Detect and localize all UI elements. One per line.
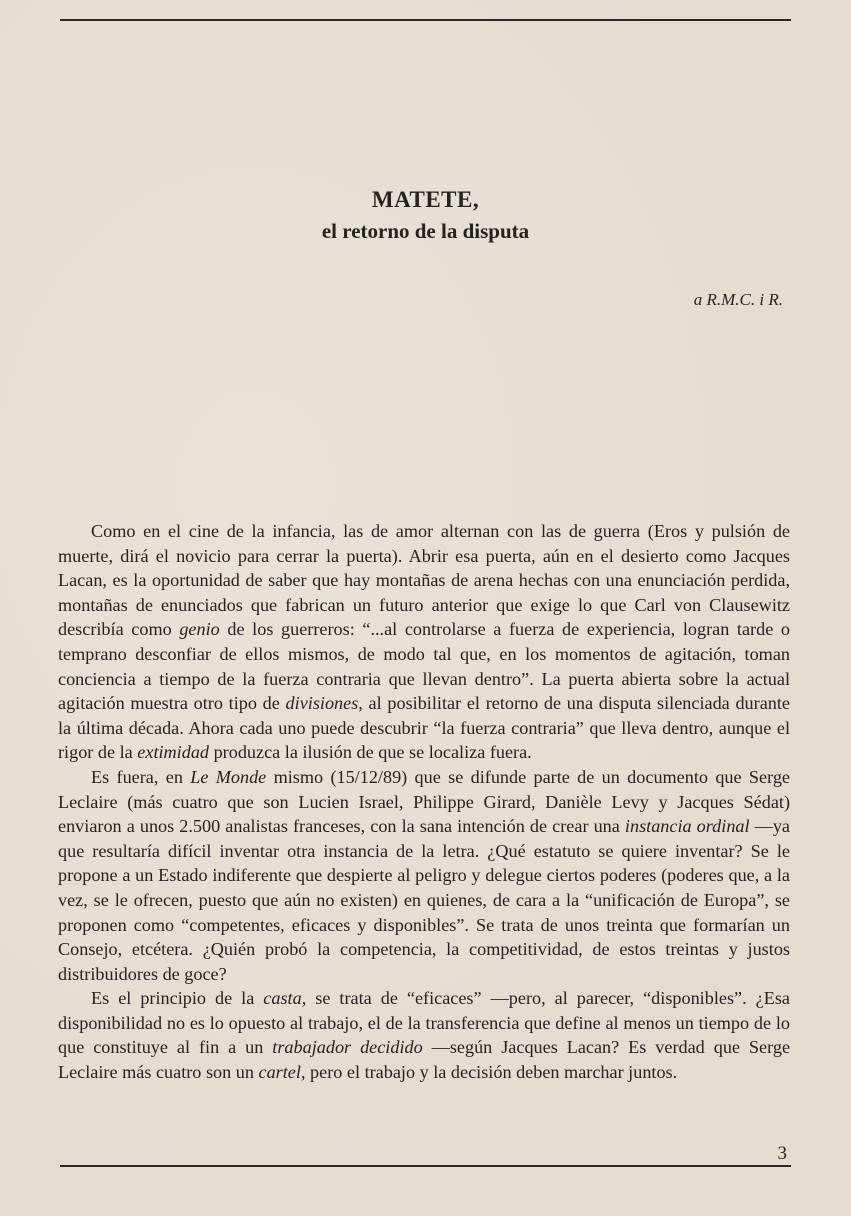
text-run: , pero el trabajo y la decisión deben marchar juntos. [300, 1062, 678, 1083]
text-run: Como en el cine de la infancia, las de amor alternan con las de guerra (Eros y pulsión de muerte, dirá el novicio para cerrar la puerta). Abrir esa puerta, aún en el desierto como Jacques Lacan, es la oportunidad de saber que hay montañas de arena hechas con una enunciación perdida, montañas de enunciados que fabrican un futuro anterior que exige lo que Carl von Clausewitz describía como [58, 521, 790, 640]
article-title: MATETE, [371, 187, 480, 212]
italic-phrase: trabajador decidido [272, 1037, 423, 1058]
italic-phrase: casta [263, 988, 302, 1009]
dedication: a R.M.C. i R. [693, 290, 783, 309]
paragraph-3 [58, 986, 790, 1084]
italic-phrase: extimidad [137, 742, 210, 763]
page-number: 3 [777, 1143, 787, 1164]
text-run: de los guerreros: “...al controlarse a fuerza de experiencia, logran tarde o temprano desconfiar de ellos mismos, de modo tal que, en los momentos de agitación, toman conciencia a tiempo de la fuerza contraria que llevan dentro”. La puerta abierta sobre la actual agitación muestra otro tipo de [58, 619, 790, 714]
text-run: , al posibilitar el retorno de una disputa silenciada durante la última década. Ahora cada uno puede descubrir “la fuerza contraria” que lleva dentro, aunque el rigor de la [58, 693, 790, 763]
italic-phrase: instancia ordinal [624, 816, 750, 837]
text-run: mismo (15/12/89) que se difunde parte de un documento que Serge Leclaire (más cuatro que son Lucien Israel, Philippe Girard, Danièle Levy y Jacques Sédat) enviaron a unos 2.500 analistas franceses, con la sana intención de crear una [58, 766, 790, 837]
paragraph-2 [58, 765, 790, 986]
text-run: —ya que resultaría difícil inventar otra instancia de la letra. ¿Qué estatuto se quiere inventar? Se le propone a un Estado indiferente que despierte al peligro y delegue ciertos poderes (poderes que, a la vez, se le ofrecen, puesto que aún no existen) en quienes, de cara a la “unificación de Europa”, se proponen como “competentes, eficaces y disponibles”. Se trata de unos treinta que formarían un Consejo, etcétera. ¿Quién probó la competencia, la competitividad, de estos treintas y justos distribuidores de goce? [58, 816, 791, 984]
italic-phrase: genio [179, 619, 220, 640]
text-run: —según Jacques Lacan? Es verdad que Serge Leclaire más cuatro son un [58, 1037, 791, 1083]
article-subtitle: el retorno de la disputa [321, 219, 530, 243]
title-block [0, 184, 851, 246]
text-run: Es fuera, en [91, 766, 191, 787]
italic-phrase: Le Monde [190, 766, 267, 787]
top-rule [60, 19, 791, 21]
italic-phrase: cartel [258, 1062, 301, 1083]
paragraph-1 [58, 519, 790, 765]
text-run: , se trata de “eficaces” —pero, al parecer, “disponibles”. ¿Esa disponibilidad no es lo opuesto al trabajo, el de la transferencia que define al menos un tiempo de lo que constituye al fin a un [58, 988, 790, 1058]
text-run: produzca la ilusión de que se localiza fuera. [209, 742, 532, 763]
bottom-rule [60, 1165, 791, 1167]
italic-phrase: divisiones [285, 693, 359, 714]
text-run: Es el principio de la [91, 988, 264, 1009]
article-body [58, 519, 790, 1085]
